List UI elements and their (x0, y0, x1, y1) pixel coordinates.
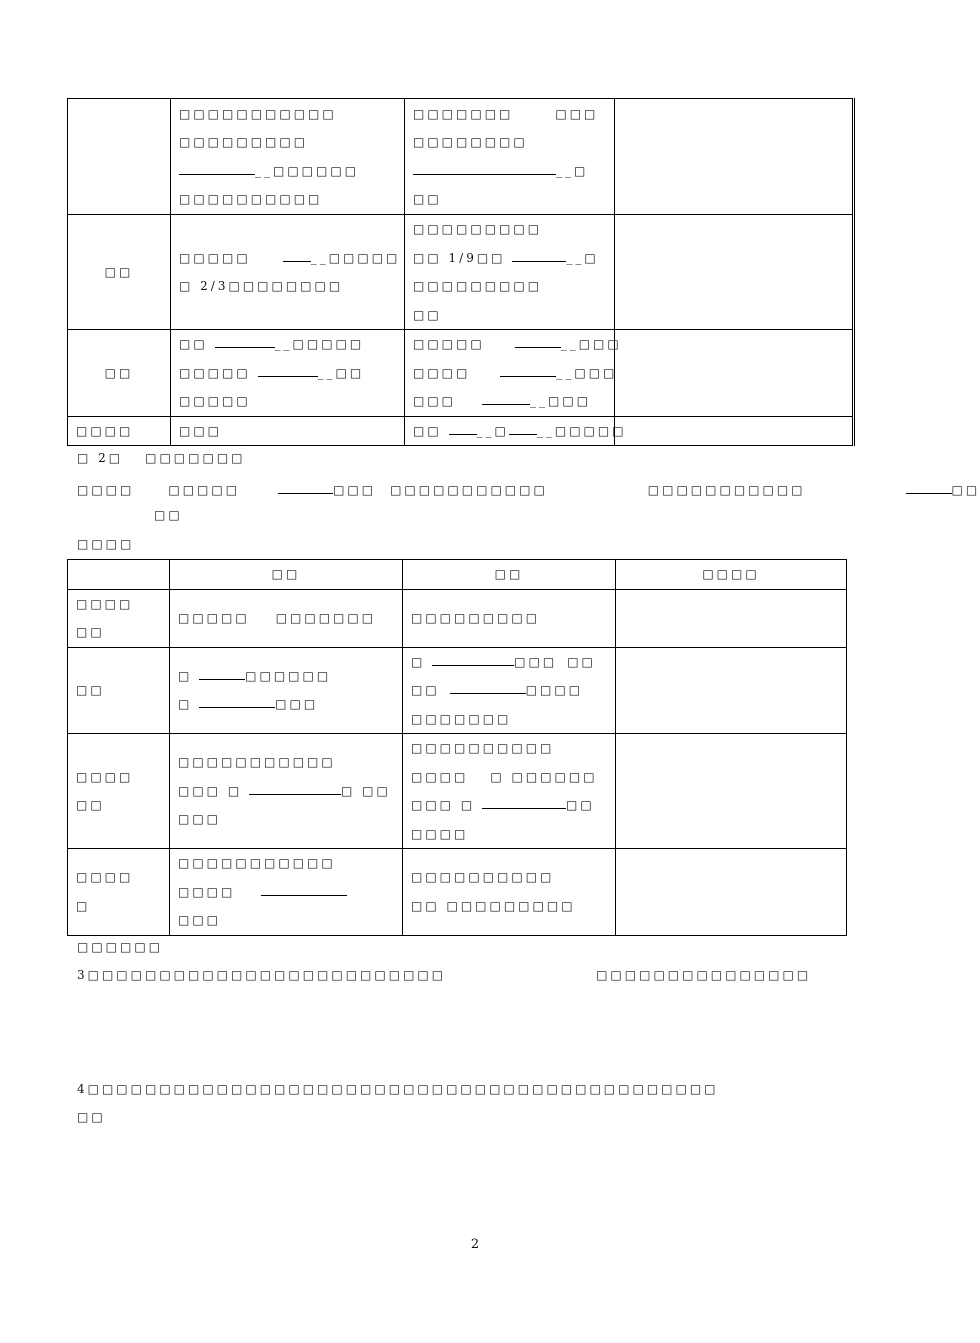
cell-text: □□□□□□□□□ □□ 1/9□□ __□ □□□□□□□□□ □□ (405, 215, 615, 330)
section-heading: □ 2□ □□□□□□□ (77, 451, 246, 465)
header-cell: □□ (403, 560, 616, 590)
header-cell: □□ (170, 560, 403, 590)
cell-text: □ □□□□□□ □ □□□ (170, 647, 403, 734)
cell-text: □□ __□□□□□ □□□□□ __□□ □□□□□ (171, 330, 405, 417)
page-number: 2 (470, 1237, 480, 1252)
cell-text: □□□□□ __□□□□□ □ 2/3□□□□□□□□ (171, 215, 405, 330)
subheading: □□□□ (77, 537, 135, 551)
notes-cell (616, 849, 847, 936)
cell-text: □□□□□ __□□□ □□□□ __□□□ □□□ __□□□ (405, 330, 615, 417)
cell-text: □ □□□ □□ □□ □□□□ □□□□□□□ (403, 647, 616, 734)
fill-in-sentence-cont: □□ (154, 508, 183, 522)
notes-cell (615, 215, 854, 330)
cell-text: □□□□□□□□□□ □□□□ □ □□□□□□ □□□ □ □□ □□□□ (403, 734, 616, 849)
section-label: □□□□□□ (77, 940, 164, 954)
row-label: □□□□ (68, 416, 171, 446)
row-label: □□ (68, 330, 171, 417)
row-label: □□□□ □□ (68, 589, 170, 647)
cell-text: □□□□□□□□□□□ □□□ □ □ □□ □□□ (170, 734, 403, 849)
header-cell: □□□□ (616, 560, 847, 590)
cell-text: □□□□□□□□□□ □□ □□□□□□□□□ (403, 849, 616, 936)
row-label: □□ (68, 647, 170, 734)
notes-cell (616, 589, 847, 647)
cell-text: □□□□□ □□□□□□□ (170, 589, 403, 647)
cell-text: □□□□□□□□□□□ □□□□□□□□□ __□□□□□□ □□□□□□□□□□ (171, 99, 405, 215)
fill-in-sentence: □□□□ □□□□□ □□□ □□□□□□□□□□□ □□□□□□□□□□□ □□ (77, 480, 980, 497)
cell-text: □□□□□□□□□ (403, 589, 616, 647)
header-cell (68, 560, 170, 590)
question-4-cont: □□ (77, 1110, 106, 1124)
notes-cell (615, 416, 854, 446)
summary-table-top (67, 98, 855, 446)
notes-cell (616, 734, 847, 849)
row-label: □□ (68, 215, 171, 330)
notes-cell (616, 647, 847, 734)
question-4: 4□□□□□□□□□□□□□□□□□□□□□□□□□□□□□□□□□□□□□□□□□□□□ (77, 1082, 719, 1096)
cell-text: □□ __□ __□□□□□ (405, 416, 615, 446)
question-3: 3□□□□□□□□□□□□□□□□□□□□□□□□□ □□□□□□□□□□□□□□□ (77, 968, 812, 982)
row-label (68, 99, 171, 215)
row-label: □□□□ □ (68, 849, 170, 936)
cell-text: □□□□□□□ □□□ □□□□□□□□ __□ □□ (405, 99, 615, 215)
notes-cell (615, 330, 854, 417)
comparison-table (67, 559, 847, 936)
cell-text: □□□ (171, 416, 405, 446)
row-label: □□□□ □□ (68, 734, 170, 849)
notes-cell (615, 99, 854, 215)
cell-text: □□□□□□□□□□□ □□□□ □□□ (170, 849, 403, 936)
